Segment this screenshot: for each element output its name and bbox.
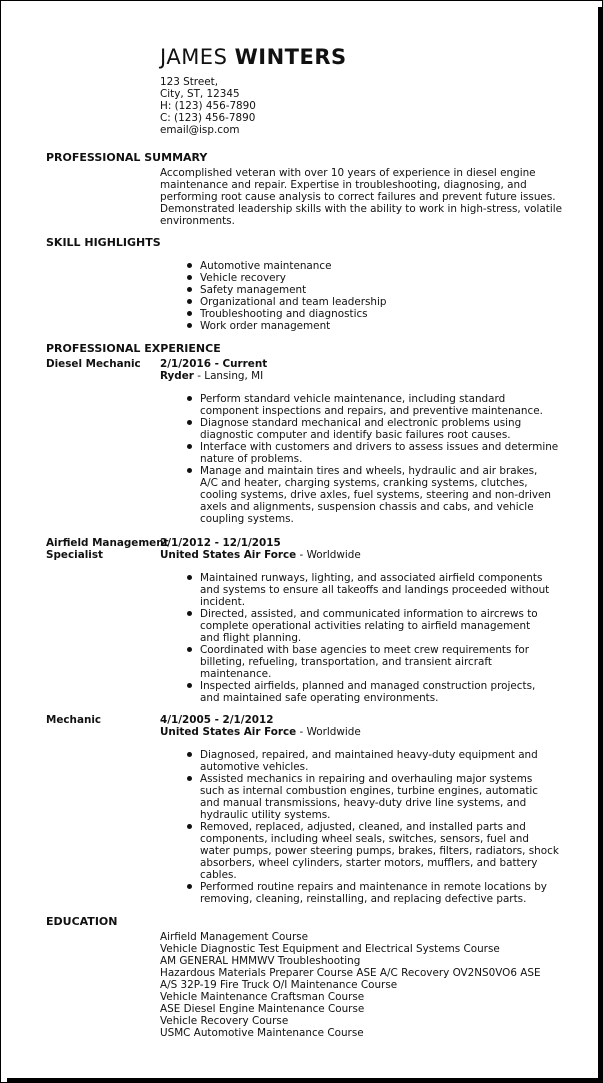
bullet-line: absorbers, wheel cylinders, starter motors, mufflers, and battery xyxy=(200,857,538,869)
page-shadow-right xyxy=(598,7,602,1083)
bullet-line: and flight planning. xyxy=(200,632,302,644)
job-employer xyxy=(160,370,263,382)
education-list xyxy=(160,931,541,1039)
skill-label: Troubleshooting and diagnostics xyxy=(200,308,368,320)
skill-item xyxy=(186,260,566,272)
bullet-line: Removed, replaced, adjusted, cleaned, and installed parts and xyxy=(200,821,526,833)
bullet-line: Diagnosed, repaired, and maintained heavy-duty equipment and xyxy=(200,749,538,761)
bullet-line: incident. xyxy=(200,596,246,608)
contact-city: City, ST, 12345 xyxy=(160,88,240,100)
job-employer xyxy=(160,549,361,561)
summary-line: Demonstrated leadership skills with the ability to work in high-stress, volatile xyxy=(160,203,563,215)
education-item: ASE Diesel Engine Maintenance Course xyxy=(160,1003,365,1015)
bullet-line: such as internal combustion engines, turbine engines, automatic xyxy=(200,785,539,797)
job-bullet xyxy=(186,608,566,644)
job-bullet xyxy=(186,881,566,905)
bullet-line: complete operational activities relating to airfield management xyxy=(200,620,531,632)
bullet-line: Perform standard vehicle maintenance, including standard xyxy=(200,393,506,405)
education-item: USMC Automotive Maintenance Course xyxy=(160,1027,364,1039)
education-item: A/S 32P-19 Fire Truck O/I Maintenance Course xyxy=(160,979,398,991)
skills-heading: SKILL HIGHLIGHTS xyxy=(46,236,161,249)
skill-label: Safety management xyxy=(200,284,307,296)
bullet-line: cooling systems, drive axles, fuel systems, steering and non-driven xyxy=(200,489,552,501)
bullet-line: automotive vehicles. xyxy=(200,761,309,773)
bullet-line: Performed routine repairs and maintenance in remote locations by xyxy=(200,881,547,893)
job-title-line: Diesel Mechanic xyxy=(46,358,141,370)
education-heading: EDUCATION xyxy=(46,915,118,928)
summary-line: maintenance and repair. Expertise in troubleshooting, diagnosing, and xyxy=(160,179,527,191)
experience-heading: PROFESSIONAL EXPERIENCE xyxy=(46,342,221,355)
last-name: WINTERS xyxy=(234,45,347,69)
job-bullet xyxy=(186,393,566,417)
job-bullet xyxy=(186,465,566,525)
bullet-line: Diagnose standard mechanical and electronic problems using xyxy=(200,417,522,429)
bullet-line: Directed, assisted, and communicated information to aircrews to xyxy=(200,608,538,620)
job-title xyxy=(46,358,161,370)
bullet-line: billeting, refueling, transportation, and transient aircraft xyxy=(200,656,492,668)
bullet-line: and systems to ensure all takeoffs and landings proceeded without xyxy=(200,584,550,596)
bullet-line: Coordinated with base agencies to meet crew requirements for xyxy=(200,644,530,656)
bullet-line: cables. xyxy=(200,869,237,881)
page-shadow-bottom xyxy=(7,1078,603,1082)
education-item: Vehicle Recovery Course xyxy=(160,1015,289,1027)
education-item: AM GENERAL HMMWV Troubleshooting xyxy=(160,955,361,967)
bullet-line: water pumps, power steering pumps, brakes, filters, radiators, shock xyxy=(200,845,559,857)
job-title-line: Mechanic xyxy=(46,714,102,726)
bullet-line: Inspected airfields, planned and managed construction projects, xyxy=(200,680,536,692)
job-bullets xyxy=(186,749,566,905)
job-title-line: Airfield Management xyxy=(46,537,169,549)
contact-cell-phone: C: (123) 456-7890 xyxy=(160,112,256,124)
skill-item xyxy=(186,284,566,296)
job-dates: 4/1/2005 - 2/1/2012 xyxy=(160,714,274,726)
job-bullets xyxy=(186,572,566,704)
bullet-line: components, including wheel seals, switches, sensors, fuel and xyxy=(200,833,529,845)
skill-item xyxy=(186,320,566,332)
skills-list xyxy=(186,260,566,332)
contact-email[interactable]: email@isp.com xyxy=(160,124,240,136)
bullet-line: and manual transmissions, heavy-duty drive line systems, and xyxy=(200,797,527,809)
job-bullet xyxy=(186,821,566,881)
bullet-line: Manage and maintain tires and wheels, hydraulic and air brakes, xyxy=(200,465,538,477)
candidate-name xyxy=(160,45,347,69)
contact-street: 123 Street, xyxy=(160,76,219,88)
summary-line: performing root cause analysis to correct failures and prevent future issues. xyxy=(160,191,556,203)
first-name: JAMES xyxy=(160,45,228,69)
education-item: Vehicle Maintenance Craftsman Course xyxy=(160,991,365,1003)
bullet-line: maintenance. xyxy=(200,668,272,680)
employer-location: - Worldwide xyxy=(296,726,361,738)
bullet-line: Maintained runways, lighting, and associated airfield components xyxy=(200,572,543,584)
skill-label: Vehicle recovery xyxy=(200,272,286,284)
job-dates: 2/1/2016 - Current xyxy=(160,358,268,370)
education-item: Hazardous Materials Preparer Course ASE A/C Recovery OV2NS0VO6 ASE xyxy=(160,967,541,979)
job-bullet xyxy=(186,680,566,704)
job-title xyxy=(46,537,169,561)
employer-location: - Lansing, MI xyxy=(193,370,264,382)
bullet-line: removing, cleaning, reinstalling, and replacing defective parts. xyxy=(200,893,527,905)
summary-text xyxy=(160,167,563,227)
summary-heading: PROFESSIONAL SUMMARY xyxy=(46,151,208,164)
skill-label: Automotive maintenance xyxy=(200,260,332,272)
bullet-line: axels and alignments, suspension chassis and cabs, and vehicle xyxy=(200,501,534,513)
bullet-line: coupling systems. xyxy=(200,513,294,525)
bullet-line: nature of problems. xyxy=(200,453,303,465)
job-bullet xyxy=(186,644,566,680)
bullet-line: A/C and heater, charging systems, cranking systems, clutches, xyxy=(200,477,528,489)
bullet-line: Assisted mechanics in repairing and overhauling major systems xyxy=(200,773,533,785)
job-employer xyxy=(160,726,361,738)
contact-home-phone: H: (123) 456-7890 xyxy=(160,100,256,112)
employer-name: United States Air Force xyxy=(160,726,297,738)
skill-item xyxy=(186,296,566,308)
education-item: Airfield Management Course xyxy=(160,931,309,943)
bullet-line: and maintained safe operating environments. xyxy=(200,692,439,704)
contact-block xyxy=(160,76,580,136)
job-bullet xyxy=(186,572,566,608)
job-bullet xyxy=(186,749,566,773)
skill-label: Work order management xyxy=(200,320,331,332)
bullet-line: diagnostic computer and identify basic failures root causes. xyxy=(200,429,511,441)
bullet-line: component inspections and repairs, and preventive maintenance. xyxy=(200,405,543,417)
employer-name: Ryder xyxy=(160,370,194,382)
skill-item xyxy=(186,272,566,284)
job-title xyxy=(46,714,161,726)
bullet-line: Interface with customers and drivers to assess issues and determine xyxy=(200,441,559,453)
job-bullet xyxy=(186,417,566,441)
skill-item xyxy=(186,308,566,320)
summary-line: environments. xyxy=(160,215,235,227)
job-title-line: Specialist xyxy=(46,549,103,561)
summary-line: Accomplished veteran with over 10 years of experience in diesel engine xyxy=(160,167,536,179)
employer-location: - Worldwide xyxy=(296,549,361,561)
job-bullet xyxy=(186,773,566,821)
job-bullets xyxy=(186,393,566,525)
job-bullet xyxy=(186,441,566,465)
skill-label: Organizational and team leadership xyxy=(200,296,387,308)
education-item: Vehicle Diagnostic Test Equipment and Electrical Systems Course xyxy=(160,943,500,955)
bullet-line: hydraulic utility systems. xyxy=(200,809,331,821)
job-dates: 2/1/2012 - 12/1/2015 xyxy=(160,537,281,549)
employer-name: United States Air Force xyxy=(160,549,297,561)
